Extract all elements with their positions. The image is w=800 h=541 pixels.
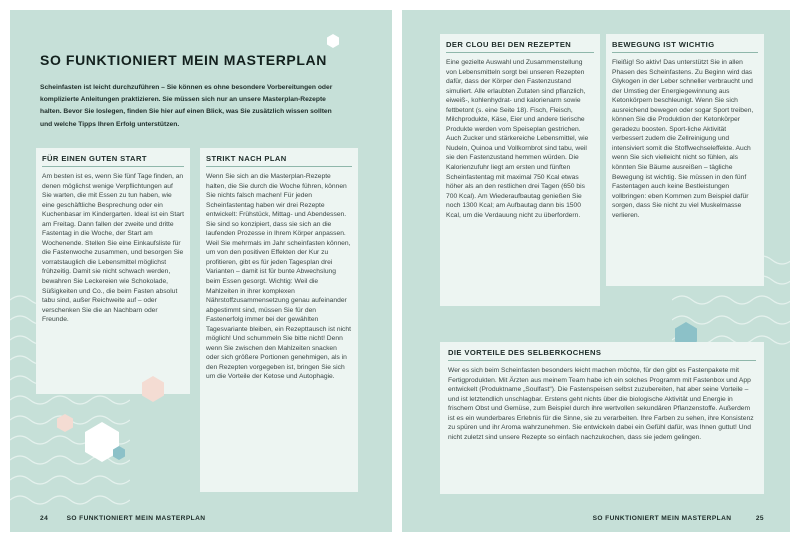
box-good-start-heading: FÜR EINEN GUTEN START	[42, 154, 184, 167]
right-page	[402, 10, 790, 532]
box-movement	[606, 34, 764, 286]
box-strict-plan-text: Wenn Sie sich an die Masterplan-Rezepte halten, die Sie durch die Woche führen, können Sie nichts falsch machen! Für jeden Scheinfastentag haben wir drei Rezepte entwickelt: Frühstück, Mittag- und Abendessen. Sie sind so konzipiert, dass sie sich an die laufenden Prozesse in Ihrem Körper anpassen. Weil Sie mehrmals im Jahr scheinfasten können, um von den positiven Effekten der Kur zu profitieren, gibt es für jeden Tagesplan drei Varianten – damit ist für bunte Abwechslung beim Essen gesorgt. Wichtig: Weil die Mahlzeiten in ihrer komplexen Nährstoffzusammensetzung genau aufeinander abgestimmt sind, müssen Sie für den Fastenerfolg immer bei der gewählten Tagesvariante bleiben, ein Rezepttausch ist nicht möglich! Und schummeln Sie bitte nicht! Denn wenn Sie zwischen den Mahlzeiten snacken oder sich größere Portionen genehmigen, als in den Rezepten vorgegeben ist, bringen Sie sich um die Vorteile der Ketose und Autophagie.	[206, 173, 351, 381]
hexagon-white-decoration	[326, 34, 340, 48]
hexagon-peach-decoration	[140, 376, 166, 402]
box-strict-plan	[200, 148, 358, 492]
box-good-start	[36, 148, 190, 394]
left-page	[10, 10, 392, 532]
box-recipe-clou-heading: DER CLOU BEI DEN REZEPTEN	[446, 40, 594, 53]
box-recipe-clou-text: Eine gezielte Auswahl und Zusammenstellung von Lebensmitteln sorgt bei unseren Rezepten dafür, dass der Körper den Fastenzustand simuliert. Alle erlaubten Zutaten sind pflanzlich, eiweiß-, kohlenhydrat- und kalorienarm sowie fettbetont (s. eine Seite 18). Fisch, Fleisch, Milchprodukte, Käse, Eier und andere tierische Produkte werden vom Speiseplan gestrichen. Auch Zucker und stärkereiche Lebensmittel, wie Nudeln, Quinoa und Vollkornbrot sind tabu, weil sie den Fastenzustand hemmen würden. Die Kalorienzufuhr liegt am ersten und fünften Scheinfastentag mit maximal 750 Kcal etwas höher als an den restlichen drei Tagen (650 bis 700 Kcal). Am Wiederaufbautag genießen Sie noch 1300 Kcal; am Aufbautag dann bis 1500 Kcal, um die Verdauung nicht zu überfordern.	[446, 59, 589, 219]
page-title: SO FUNKTIONIERT MEIN MASTERPLAN	[40, 52, 327, 68]
box-cooking-advantages-text: Wer es sich beim Scheinfasten besonders leicht machen möchte, für den gibt es Fastenpakete mit Fertigprodukten. Mit Ärzten aus meinem Team habe ich ein solches Programm mit Fastenbox und App entwickelt (Produktname „Soulfast“). Die Fastenspeisen selbst zuzubereiten, hat aber seine Vorteile – und ist letztendlich unschlagbar. Erstens geht nichts über die biologische Aktivität und Energie in frischem Obst und Gemüse, zum Beispiel durch ihre wertvollen sekundären Pflanzenstoffe. Außerdem ist es ein wunderbares Erlebnis für die Sinne, sie zu verarbeiten. Ihre Farben zu sehen, ihre Konsistenz zu spüren und ihr Aroma wahrzunehmen. Sie entwickeln dabei ein Gefühl dafür, was Ihnen guttut! Und nicht zuletzt sind unsere Rezepte so einfach nachzukochen, dass sie jedem gelingen.	[448, 367, 754, 441]
right-footer	[593, 515, 764, 522]
box-recipe-clou	[440, 34, 600, 306]
footer-title-right: SO FUNKTIONIERT MEIN MASTERPLAN	[592, 515, 732, 522]
box-movement-heading: BEWEGUNG IST WICHTIG	[612, 40, 758, 53]
page-number-right: 25	[755, 515, 764, 522]
footer-title-left: SO FUNKTIONIERT MEIN MASTERPLAN	[66, 515, 206, 522]
spine-gutter	[392, 10, 402, 532]
intro-paragraph: Scheinfasten ist leicht durchzuführen – Sie können es ohne besondere Vorbereitungen oder komplizierte Anleitungen praktizieren. Sie müssen sich nur an unsere Masterplan-Rezepte halten. Bevor Sie loslegen, finden Sie hier auf einen Blick, was Sie zusätzlich wissen sollten und welche Tipps Ihren Erfolg unterstützen.	[40, 84, 333, 128]
box-strict-plan-heading: STRIKT NACH PLAN	[206, 154, 352, 167]
box-cooking-advantages-heading: DIE VORTEILE DES SELBERKOCHENS	[448, 348, 756, 361]
hexagon-peach-small-decoration	[56, 414, 74, 432]
box-movement-text: Fleißig! So aktiv! Das unterstützt Sie in allen Phasen des Scheinfastens. Zu Beginn wird das Glykogen in der Leber schneller verbraucht und der Umstieg der Energiegewinnung aus Ketonkörpern beschleunigt. Wenn Sie sich ausreichend bewegen oder sogar Sport treiben, können Sie die Produktion der Ketonkörper geradezu boosten. Sport-liche Aktivität verbessert zudem die Zellreinigung und intensiviert somit die Stoffwechseleffekte. Auch wenn Sie sich vielleicht nicht so fühlen, als könnten Sie Bäume ausreißen – tägliche Bewegung ist wichtig. Sie müssen in den fünf Fastentagen auch keine Bestleistungen vollbringen: eben Kommen zum Beispiel dafür sorgen, dass Sie nicht zu viel Muskelmasse verlieren.	[612, 59, 754, 219]
box-good-start-text: Am besten ist es, wenn Sie fünf Tage finden, an denen möglichst wenige Verpflichtungen auf Sie warten, die mit Essen zu tun haben, wie eine geschäftliche Besprechung oder ein Kuchenbasar im Kindergarten. Ideal ist ein Start am Freitag. Dann fallen der zweite und dritte Fastentag in die Woche, der Start am Wochenende. Stellen Sie eine Einkaufsliste für die Fastenwoche zusammen, und besorgen Sie vorratstauglich die Lebensmittel möglichst frühzeitig. Damit sie nicht schwach werden, bewahren Sie Leckereien wie Schokolade, Süßigkeiten und Co., die beim Fasten absolut tabu sind, außer Reichweite auf – oder verschenken Sie die an Nachbarn oder Freunde.	[42, 173, 185, 324]
hexagon-blue-decoration	[112, 446, 126, 460]
box-cooking-advantages	[440, 342, 764, 494]
page-number-left: 24	[40, 515, 49, 522]
left-footer	[40, 515, 205, 522]
